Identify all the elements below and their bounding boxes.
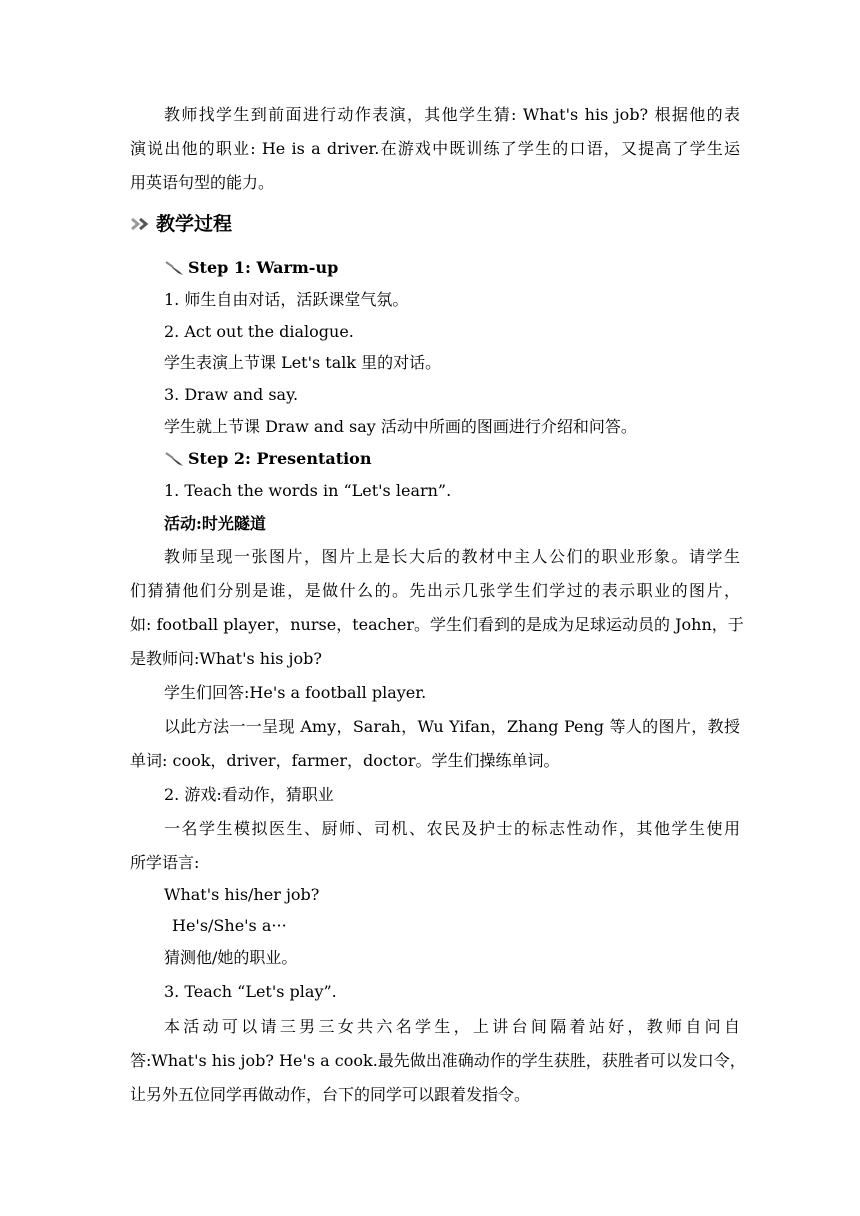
pen-icon — [164, 260, 186, 276]
step2-item-3: 3. Teach “Let's play”. — [164, 982, 337, 1001]
play-para-line-2: 答:What's his job? He's a cook.最先做出准确动作的学生获胜，获胜者可以发口令， — [130, 1051, 746, 1070]
step2-title: Step 2: Presentation — [188, 449, 372, 468]
step1-item-2: 2. Act out the dialogue. — [164, 322, 354, 341]
activity-title: 活动:时光隧道 — [164, 514, 266, 533]
section-title: 教学过程 — [156, 213, 233, 235]
step1-item-2-desc: 学生表演上节课 Let's talk 里的对话。 — [164, 353, 442, 372]
step1-heading — [164, 258, 338, 278]
section-heading — [130, 210, 232, 238]
step1-item-3: 3. Draw and say. — [164, 385, 299, 404]
step2-item-1: 1. Teach the words in “Let's learn”. — [164, 481, 452, 500]
pen-icon — [164, 451, 186, 467]
step1-title: Step 1: Warm-up — [188, 258, 339, 277]
step1-item-1: 1. 师生自由对话，活跃课堂气氛。 — [164, 290, 409, 309]
intro-line-1: 教师找学生到前面进行动作表演，其他学生猜: What's his job? 根据他的表 — [164, 105, 740, 124]
double-chevron-icon — [130, 216, 154, 232]
activity-para-1-line-1: 教师呈现一张图片，图片上是长大后的教材中主人公们的职业形象。请学生 — [164, 547, 740, 566]
step2-heading — [164, 449, 371, 469]
guess-line: 猜测他/她的职业。 — [164, 948, 298, 967]
game-para-line-1: 一名学生模拟医生、厨师、司机、农民及护士的标志性动作，其他学生使用 — [164, 819, 740, 838]
intro-line-2: 演说出他的职业: He is a driver.在游戏中既训练了学生的口语，又提高了学生运 — [130, 139, 740, 158]
activity-para-2: 学生们回答:He's a football player. — [164, 683, 427, 702]
step1-item-3-desc: 学生就上节课 Draw and say 活动中所画的图画进行介绍和问答。 — [164, 417, 637, 436]
dialog-line-2: He's/She's a··· — [172, 916, 287, 935]
activity-para-1-line-4: 是教师问:What's his job? — [130, 649, 322, 668]
activity-para-1-line-3: 如: football player，nurse，teacher。学生们看到的是成为足球运动员的 John，于 — [130, 615, 744, 634]
activity-para-3-line-2: 单词: cook，driver，farmer，doctor。学生们操练单词。 — [130, 751, 560, 770]
intro-line-3: 用英语句型的能力。 — [130, 173, 275, 192]
game-para-line-2: 所学语言: — [130, 853, 200, 872]
play-para-line-1: 本活动可以请三男三女共六名学生，上讲台间隔着站好，教师自问自 — [164, 1017, 740, 1036]
dialog-line-1: What's his/her job? — [164, 885, 320, 904]
play-para-line-3: 让另外五位同学再做动作，台下的同学可以跟着发指令。 — [130, 1085, 531, 1104]
step2-item-2: 2. 游戏:看动作，猜职业 — [164, 785, 334, 804]
activity-para-1-line-2: 们猜猜他们分别是谁，是做什么的。先出示几张学生们学过的表示职业的图片， — [130, 581, 740, 600]
activity-para-3-line-1: 以此方法一一呈现 Amy，Sarah，Wu Yifan，Zhang Peng 等人的图片，教授 — [164, 717, 740, 736]
